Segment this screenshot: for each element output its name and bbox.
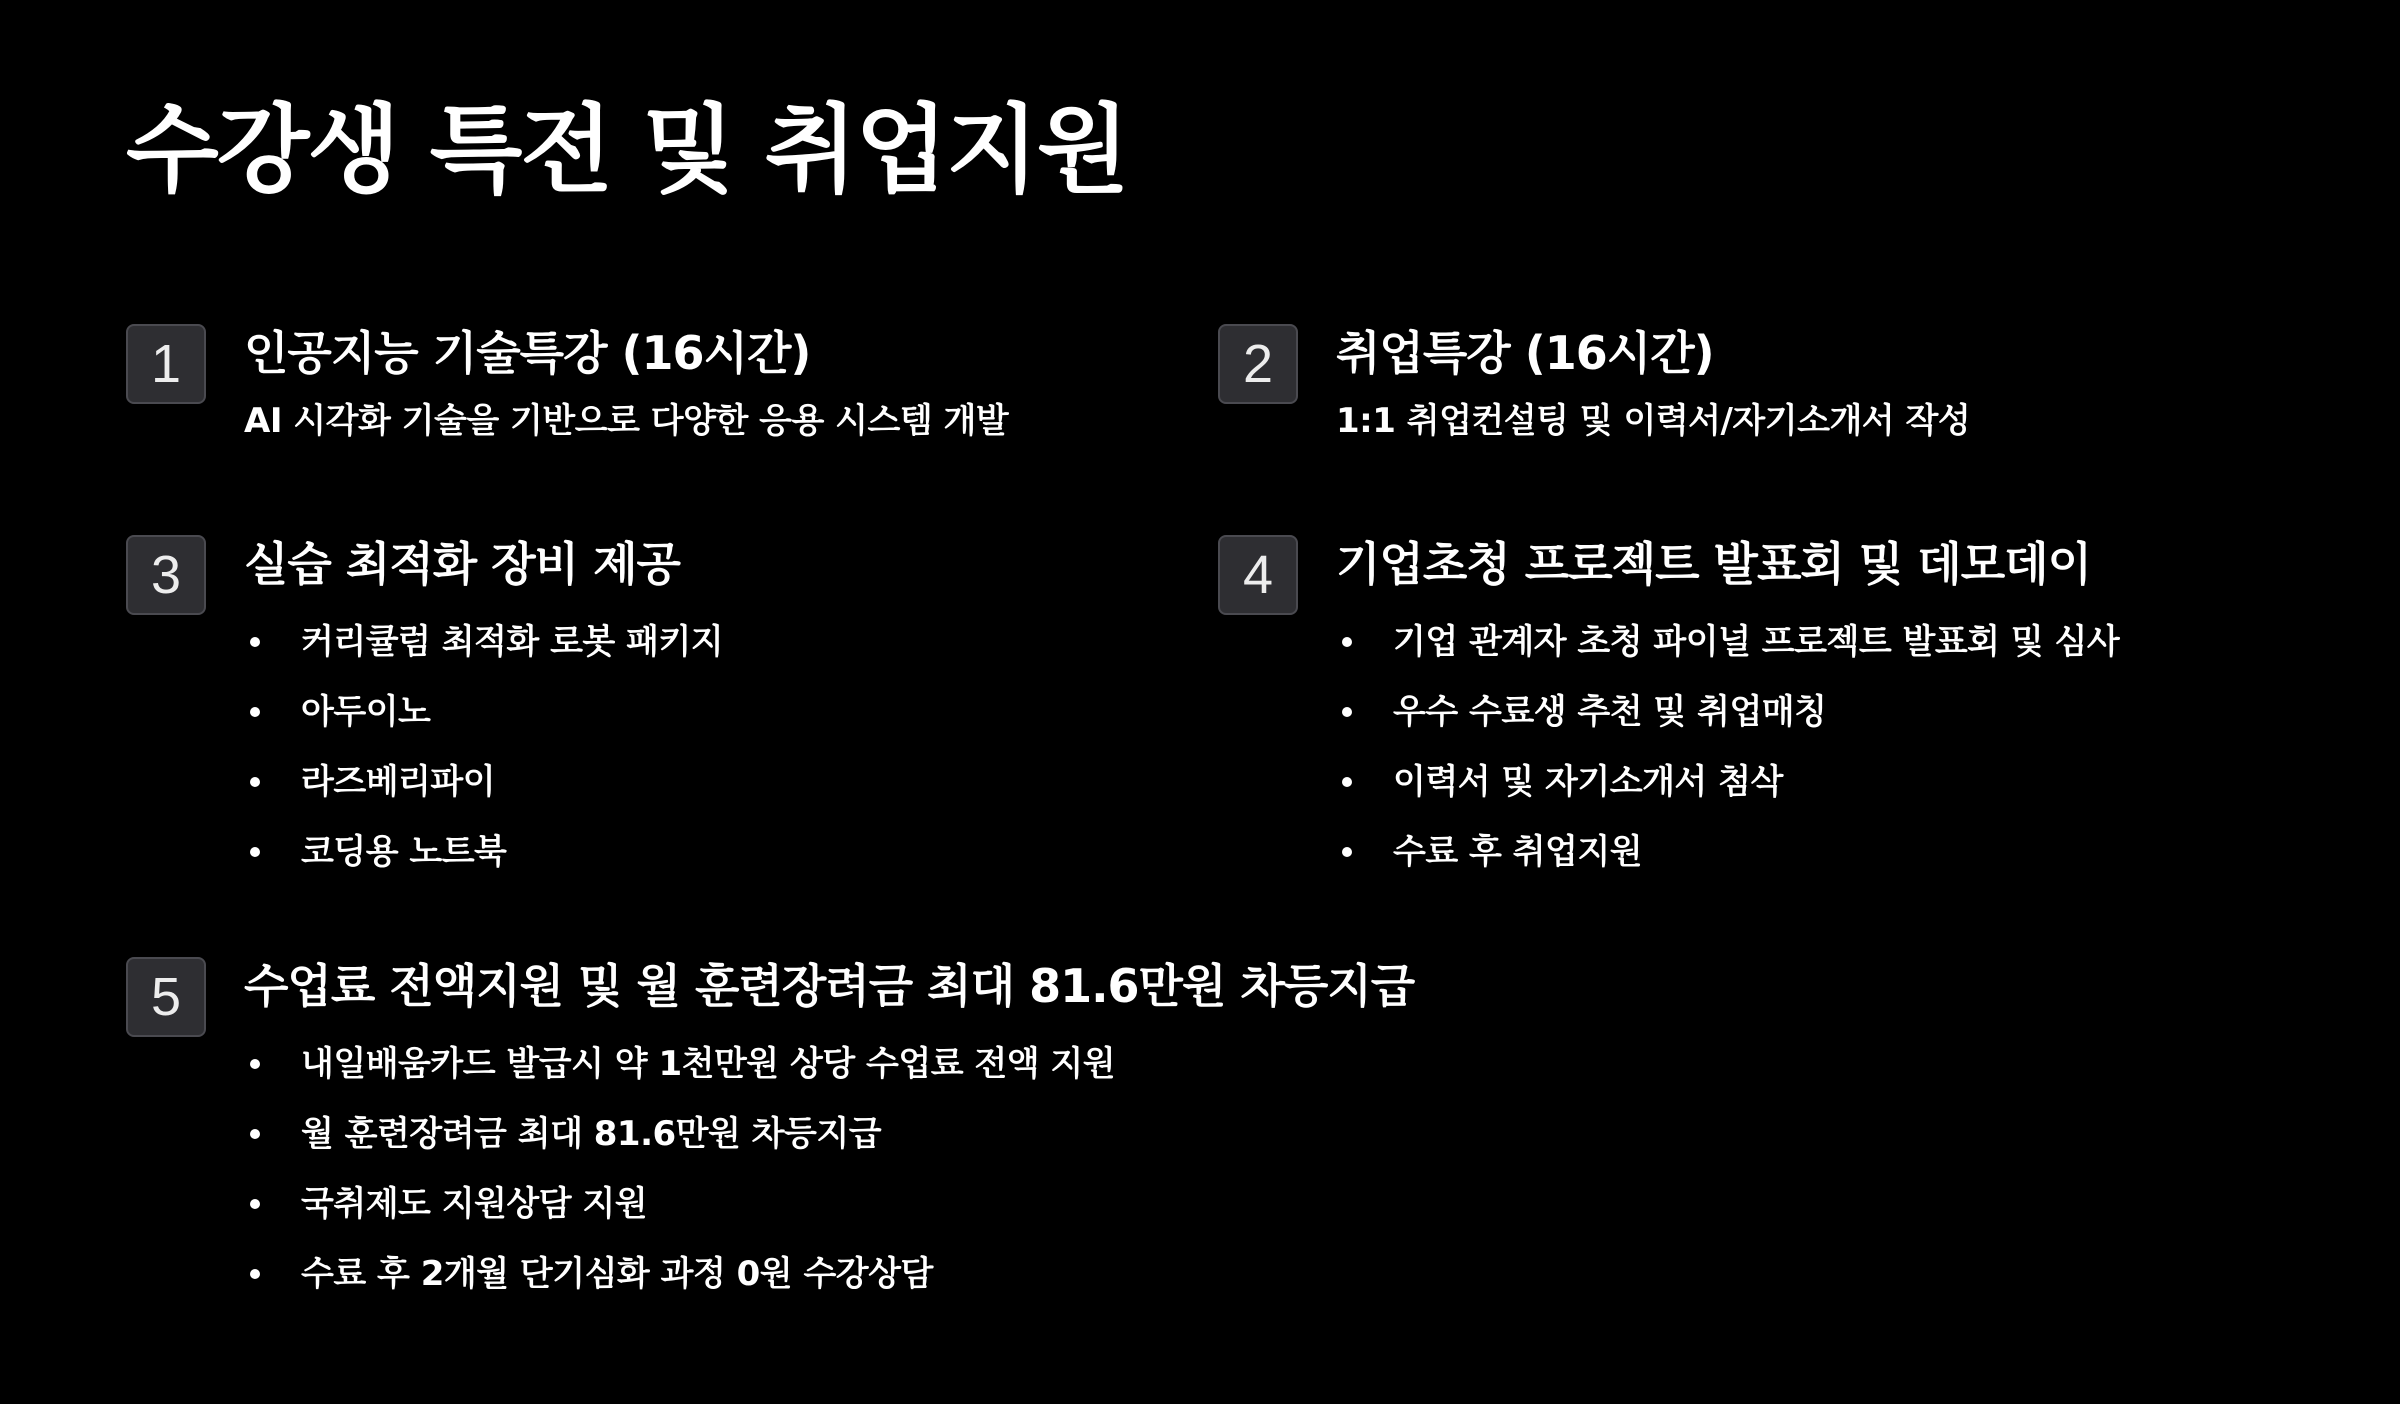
list-item-text: 수료 후 취업지원 bbox=[1393, 832, 1643, 872]
number-badge: 4 bbox=[1218, 535, 1298, 615]
bullet-list bbox=[244, 607, 723, 887]
bullet-list bbox=[1336, 607, 2119, 887]
number-badge: 2 bbox=[1218, 324, 1298, 404]
list-item-text: 국취제도 지원상담 지원 bbox=[301, 1184, 648, 1224]
list-item-text: 라즈베리파이 bbox=[301, 762, 496, 802]
page-title: 수강생 특전 및 취업지원 bbox=[126, 94, 1128, 206]
list-item-text: 이력서 및 자기소개서 첨삭 bbox=[1393, 762, 1783, 802]
list-item bbox=[244, 677, 723, 747]
bullet-icon bbox=[250, 1059, 260, 1069]
number-badge: 1 bbox=[126, 324, 206, 404]
list-item bbox=[1336, 747, 2119, 817]
bullet-list bbox=[244, 1029, 1414, 1309]
list-item-text: 기업 관계자 초청 파이널 프로젝트 발표회 및 심사 bbox=[1393, 622, 2120, 662]
list-item bbox=[244, 1029, 1414, 1099]
number-badge: 5 bbox=[126, 957, 206, 1037]
section-description: 1:1 취업컨설팅 및 이력서/자기소개서 작성 bbox=[1336, 401, 1971, 441]
section-title: 취업특강 (16시간) bbox=[1336, 326, 1714, 380]
list-item bbox=[244, 817, 723, 887]
bullet-icon bbox=[250, 1129, 260, 1139]
section-title: 인공지능 기술특강 (16시간) bbox=[244, 326, 811, 380]
list-item bbox=[244, 607, 723, 677]
list-item-text: 수료 후 2개월 단기심화 과정 0원 수강상담 bbox=[301, 1254, 933, 1294]
bullet-icon bbox=[250, 777, 260, 787]
bullet-icon bbox=[250, 707, 260, 717]
list-item bbox=[244, 1099, 1414, 1169]
list-item-text: 코딩용 노트북 bbox=[301, 832, 507, 872]
list-item bbox=[1336, 677, 2119, 747]
list-item-text: 커리큘럼 최적화 로봇 패키지 bbox=[301, 622, 724, 662]
list-item-text: 아두이노 bbox=[301, 692, 431, 732]
number-badge: 3 bbox=[126, 535, 206, 615]
list-item-text: 우수 수료생 추천 및 취업매칭 bbox=[1393, 692, 1827, 732]
bullet-icon bbox=[1342, 847, 1352, 857]
bullet-icon bbox=[250, 847, 260, 857]
bullet-icon bbox=[1342, 637, 1352, 647]
section-title: 기업초청 프로젝트 발표회 및 데모데이 bbox=[1336, 537, 2092, 591]
list-item bbox=[244, 747, 723, 817]
list-item bbox=[244, 1239, 1414, 1309]
bullet-icon bbox=[250, 637, 260, 647]
list-item-text: 내일배움카드 발급시 약 1천만원 상당 수업료 전액 지원 bbox=[301, 1044, 1116, 1084]
section-title: 수업료 전액지원 및 월 훈련장려금 최대 81.6만원 차등지급 bbox=[244, 959, 1415, 1013]
bullet-icon bbox=[1342, 777, 1352, 787]
list-item-text: 월 훈련장려금 최대 81.6만원 차등지급 bbox=[301, 1114, 882, 1154]
list-item bbox=[1336, 607, 2119, 677]
section-title: 실습 최적화 장비 제공 bbox=[244, 537, 680, 591]
section-description: AI 시각화 기술을 기반으로 다양한 응용 시스템 개발 bbox=[244, 401, 1009, 441]
bullet-icon bbox=[250, 1269, 260, 1279]
bullet-icon bbox=[1342, 707, 1352, 717]
bullet-icon bbox=[250, 1199, 260, 1209]
list-item bbox=[244, 1169, 1414, 1239]
list-item bbox=[1336, 817, 2119, 887]
